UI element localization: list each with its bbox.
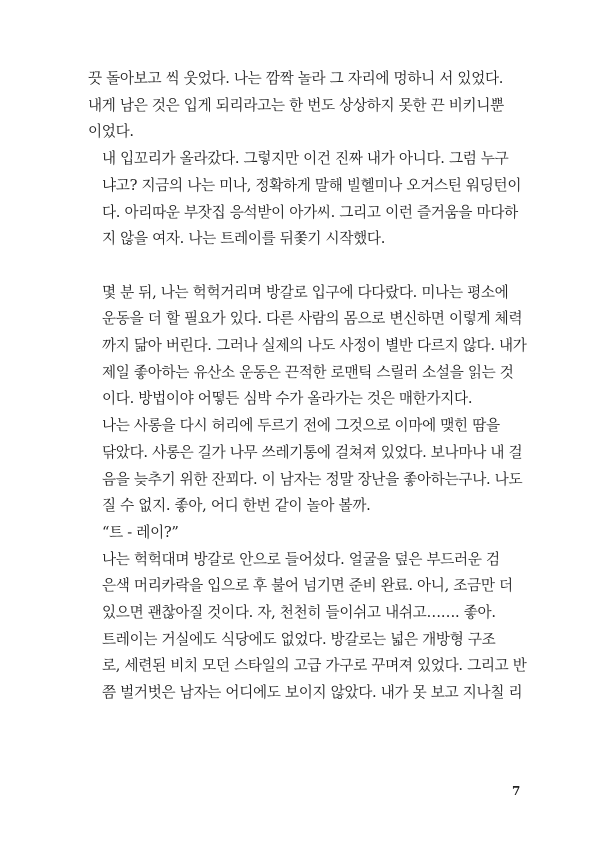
paragraph bbox=[88, 280, 528, 414]
text-line: 닦았다. 사롱은 길가 나무 쓰레기통에 걸쳐져 있었다. 보나마나 내 걸 bbox=[102, 443, 523, 461]
text-line: 까지 닮아 버린다. 그러나 실제의 나도 사정이 별반 다르지 않다. 내가 bbox=[102, 337, 527, 355]
text-line: 질 수 없지. 좋아, 어디 한번 같이 놀아 볼까. bbox=[102, 497, 371, 515]
paragraph bbox=[88, 146, 528, 253]
paragraph bbox=[88, 66, 528, 146]
page-number: 7 bbox=[512, 784, 521, 798]
text-line: 있으면 괜찮아질 것이다. 자, 천천히 들이쉬고 내쉬고……. 좋아. bbox=[102, 604, 496, 622]
text-line: 음을 늦추기 위한 잔꾀다. 이 남자는 정말 장난을 좋아하는구나. 나도 bbox=[102, 470, 523, 488]
text-line: 몇 분 뒤, 나는 헉헉거리며 방갈로 입구에 다다랐다. 미나는 평소에 bbox=[102, 283, 509, 301]
text-line: 운동을 더 할 필요가 있다. 다른 사람의 몸으로 변신하면 이렇게 체력 bbox=[102, 310, 523, 328]
text-line: 지 않을 여자. 나는 트레이를 뒤쫓기 시작했다. bbox=[102, 230, 386, 248]
text-line: 이었다. bbox=[88, 123, 134, 141]
text-line: 로, 세련된 비치 모던 스타일의 고급 가구로 꾸며져 있었다. 그리고 반 bbox=[102, 657, 527, 675]
text-line: 나는 사롱을 다시 허리에 두르기 전에 그것으로 이마에 맺힌 땀을 bbox=[102, 417, 500, 435]
paragraph bbox=[88, 627, 528, 707]
body-text bbox=[88, 66, 528, 707]
text-line: 제일 좋아하는 유산소 운동은 끈적한 로맨틱 스릴러 소설을 읽는 것 bbox=[102, 363, 514, 381]
text-line: 다. 아리따운 부잣집 응석받이 아가씨. 그리고 이런 즐거움을 마다하 bbox=[102, 203, 518, 221]
text-line: 끗 돌아보고 씩 웃었다. 나는 깜짝 놀라 그 자리에 멍하니 서 있었다. bbox=[88, 70, 504, 87]
text-line: 은색 머리카락을 입으로 후 불어 넘기면 준비 완료. 아니, 조금만 더 bbox=[102, 577, 513, 595]
text-line: 내 입꼬리가 올라갔다. 그렇지만 이건 진짜 내가 아니다. 그럼 누구 bbox=[102, 150, 509, 168]
text-line: 냐고? 지금의 나는 미나, 정확하게 말해 빌헬미나 오거스틴 워딩턴이 bbox=[102, 176, 522, 194]
paragraph bbox=[88, 520, 528, 547]
text-line: 쯤 벌거벗은 남자는 어디에도 보이지 않았다. 내가 못 보고 지나칠 리 bbox=[102, 684, 523, 702]
paragraph bbox=[88, 547, 528, 627]
text-line: “트 - 레이?” bbox=[102, 523, 179, 541]
paragraph bbox=[88, 413, 528, 520]
text-line: 나는 헉헉대며 방갈로 안으로 들어섰다. 얼굴을 덮은 부드러운 검 bbox=[102, 550, 500, 568]
text-line: 이다. 방법이야 어떻든 심박 수가 올라가는 것은 매한가지다. bbox=[102, 390, 473, 408]
text-line: 트레이는 거실에도 식당에도 없었다. 방갈로는 넓은 개방형 구조 bbox=[102, 630, 496, 648]
text-line: 내게 남은 것은 입게 되리라고는 한 번도 상상하지 못한 끈 비키니뿐 bbox=[88, 96, 504, 114]
